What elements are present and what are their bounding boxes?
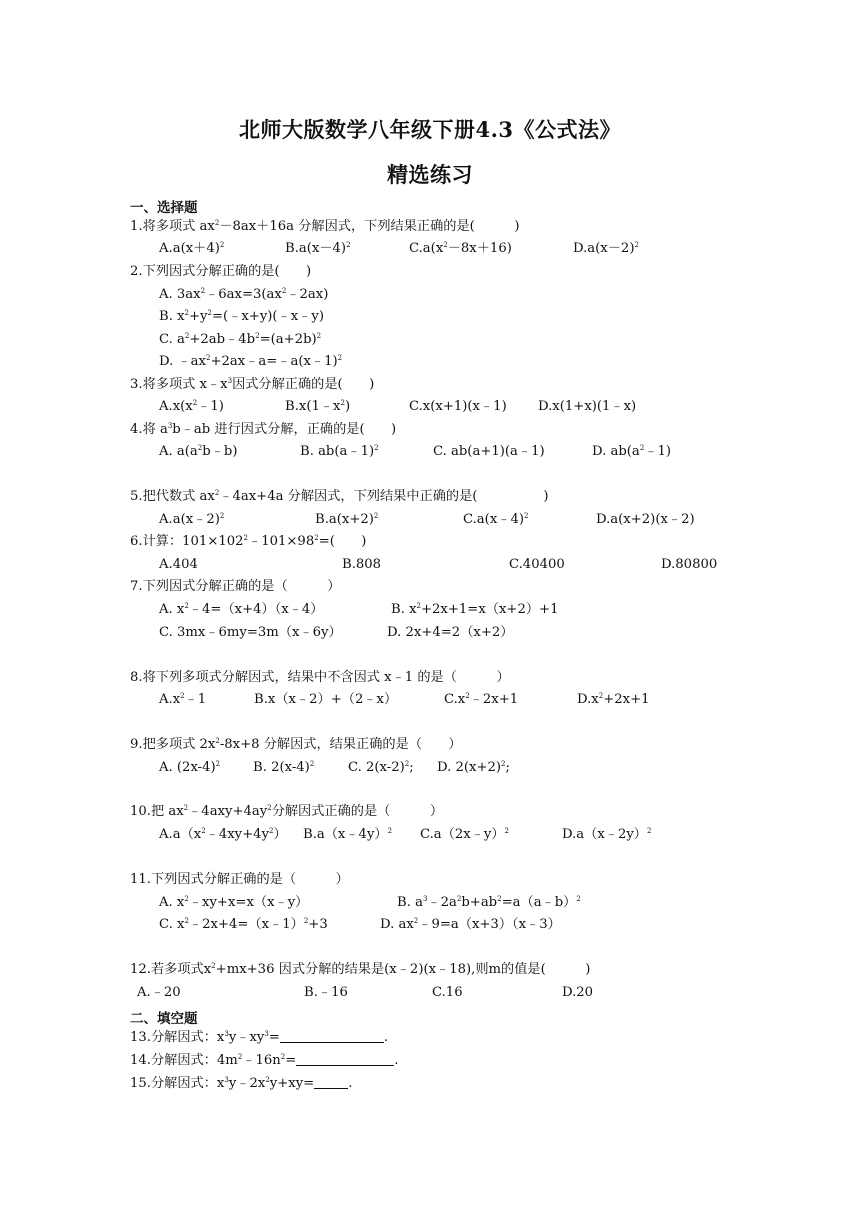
question-1-option-b: $B.a(x-4)^2$ [285, 241, 351, 256]
question-11-option-d: D. $ax^2﹣9=a(x+3)(x﹣3)$ [380, 917, 561, 932]
question-4-option-c: C. ab(a+1)(a﹣1) [433, 444, 545, 459]
question-2-option-c: C. $a^2+2ab﹣4b^2=(a+2b)^2$ [159, 332, 322, 347]
answer-blank-13[interactable] [280, 1030, 384, 1043]
page-title: 北师大版数学八年级下册4.3《公式法》 [238, 117, 622, 142]
question-4-option-b: B. ab(a﹣1)$^2$ [300, 444, 379, 459]
question-9-option-c: C. $2(x-2)^2$; [348, 760, 414, 775]
question-10-option-a: $A.a(x^2﹣4xy+4y^2)$ [159, 827, 287, 842]
answer-blank-15[interactable] [314, 1076, 348, 1089]
question-9-option-d: D. $2(x+2)^2$; [437, 760, 510, 775]
question-3-option-d: D.x(1+x)(1﹣x) [538, 399, 637, 414]
question-3-option-b: $B.x(1﹣x^2)$ [285, 399, 351, 414]
question-8-option-d: $D.x^2+2x+1$ [577, 692, 650, 707]
question-5-option-b: $B.a(x+2)^2$ [315, 512, 379, 527]
question-2-option-d: D. $﹣ax^2+2ax﹣a=﹣a(x﹣1)^2$ [159, 354, 343, 369]
question-4-stem: 4.将 $a^3b﹣ab$ 进行因式分解，正确的是( ) [130, 422, 397, 437]
question-5-option-d: D.a(x+2)(x﹣2) [596, 512, 695, 527]
question-11-option-b: B. $a^3﹣2a^2b+ab^2=a(a﹣b)^2$ [397, 895, 581, 910]
question-12-option-d: D.20 [562, 985, 594, 1000]
question-9-option-a: A. $(2x-4)^2$ [159, 760, 221, 775]
question-6-option-c: C.40400 [509, 557, 565, 572]
question-2-option-b: B. $x^2+y^2=(﹣x+y)(﹣x﹣y)$ [159, 309, 324, 324]
question-5-option-a: A.a(x﹣2)$^2$ [159, 512, 225, 527]
question-10-option-b: B.a（x﹣4y）$^2$ [303, 827, 393, 842]
question-7-option-c: C. 3mx﹣6my=3m（x﹣6y） [159, 625, 342, 640]
question-7-option-a: A. $x^2﹣4=(x+4)(x﹣4)$ [159, 602, 324, 617]
question-9-stem: 9.把多项式 $2x^2-8x+8$ 分解因式，结果正确的是（ ） [130, 737, 462, 752]
question-1-stem: 1.将多项式 $ax^2-8ax+16a$ 分解因式，下列结果正确的是( ) [130, 219, 520, 234]
question-6-stem: 6.计算：$101\times 102^2﹣101\times 98^2=$( ) [130, 534, 367, 549]
question-7-option-b: B. $x^2+2x+1=x(x+2)+1$ [391, 602, 559, 617]
question-12-stem: 12.若多项式$x^2+mx+36$ 因式分解的结果是(x﹣2)(x﹣18),则m的值是( ) [130, 962, 591, 977]
question-2-option-a: A. $3ax^2﹣6ax=3(ax^2﹣2ax)$ [159, 287, 329, 302]
question-3-option-a: $A.x(x^2﹣1)$ [159, 399, 224, 414]
question-3-option-c: C.x(x+1)(x﹣1) [409, 399, 507, 414]
question-11-option-a: A. $x^2﹣xy+x=x(x﹣y)$ [159, 895, 309, 910]
question-12-option-a: A.﹣20 [137, 985, 181, 1000]
question-10-stem: 10.把 $ax^2﹣4axy+4ay^2$分解因式正确的是（ ） [130, 804, 444, 819]
question-9-option-b: B. $2(x-4)^2$ [253, 760, 315, 775]
question-10-option-c: C.a（2x﹣y）$^2$ [420, 827, 509, 842]
question-6-option-d: D.80800 [661, 557, 718, 572]
question-1-option-d: $D.a(x-2)^2$ [573, 241, 639, 256]
question-4-option-a: A. $a(a^2b﹣b)$ [159, 444, 238, 459]
question-15: 15.分解因式：$x^3y﹣2x^2y+xy=$ . [130, 1076, 353, 1091]
question-1-option-a: $A.a(x+4)^2$ [159, 241, 225, 256]
question-13: 13.分解因式：$x^3y﹣xy^3=$ . [130, 1030, 389, 1045]
question-4-option-d: D. $ab(a^2﹣1)$ [592, 444, 672, 459]
question-11-option-c: C. $x^2﹣2x+4=(x﹣1)^2+3$ [159, 917, 328, 932]
question-14: 14.分解因式：$4m^2﹣16n^2=$ . [130, 1053, 399, 1068]
question-7-stem: 7.下列因式分解正确的是（ ） [130, 579, 341, 594]
question-1-option-c: $C.a(x^2-8x+16)$ [409, 241, 512, 256]
question-8-option-b: B.x（x﹣2）+（2﹣x） [254, 692, 398, 707]
question-6-option-a: A.404 [159, 557, 198, 572]
section-heading-fill: 二、填空题 [130, 1011, 198, 1027]
question-11-stem: 11.下列因式分解正确的是（ ） [130, 872, 349, 887]
question-5-stem: 5.把代数式 $ax^2﹣4ax+4a$ 分解因式，下列结果中正确的是( ) [130, 489, 549, 504]
question-6-option-b: B.808 [342, 557, 382, 572]
question-2-stem: 2.下列因式分解正确的是( ) [130, 264, 312, 279]
question-8-option-a: $A.x^2﹣1$ [159, 692, 207, 707]
question-8-stem: 8.将下列多项式分解因式，结果中不含因式 x﹣1 的是（ ） [130, 670, 510, 685]
question-12-option-c: C.16 [432, 985, 463, 1000]
section-heading-choice: 一、选择题 [130, 200, 198, 216]
question-7-option-d: D. 2x+4=2（x+2） [387, 625, 514, 640]
question-8-option-c: $C.x^2﹣2x+1$ [444, 692, 519, 707]
question-3-stem: 3.将多项式 $x﹣x^3$因式分解正确的是( ) [130, 377, 375, 392]
question-10-option-d: D.a（x﹣2y）$^2$ [562, 827, 652, 842]
page-subtitle: 精选练习 [387, 162, 473, 187]
answer-blank-14[interactable] [296, 1053, 394, 1066]
question-5-option-c: C.a(x﹣4)$^2$ [463, 512, 529, 527]
question-12-option-b: B.﹣16 [304, 985, 348, 1000]
